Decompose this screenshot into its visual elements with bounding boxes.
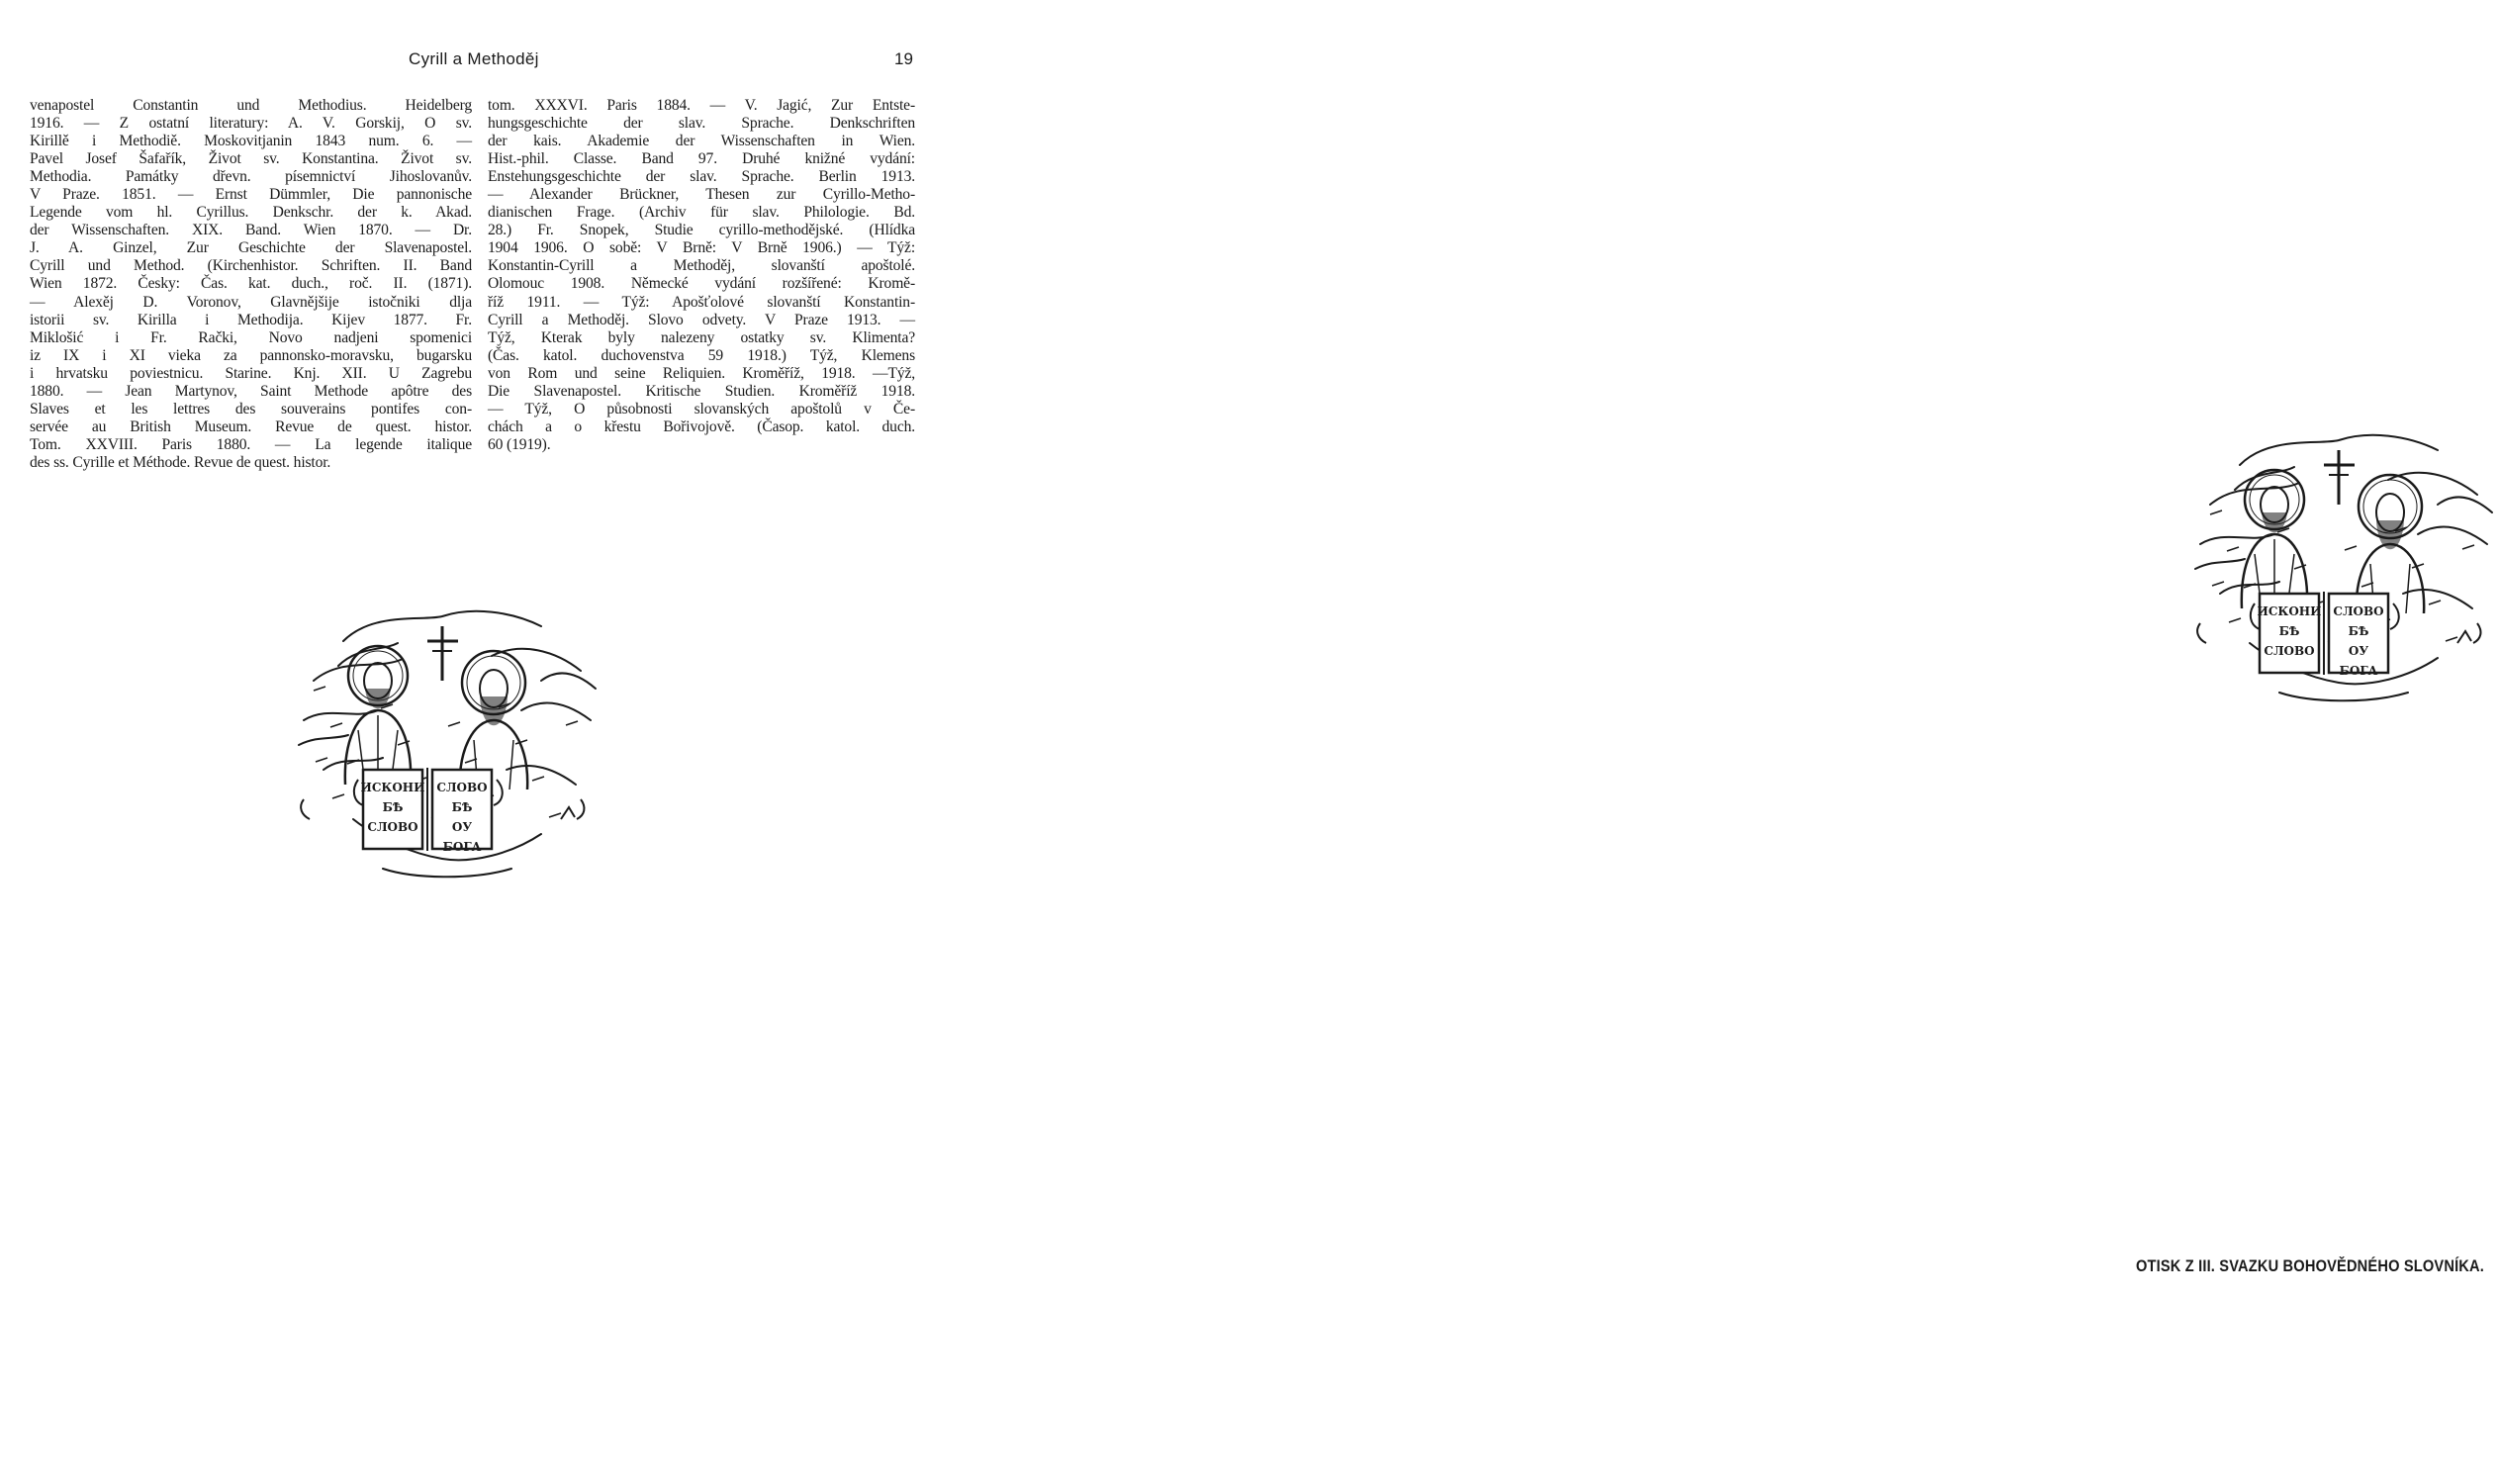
svg-text:БѢ: БѢ [451, 800, 473, 814]
text-line: hungsgeschichte der slav. Sprache. Denkschriften [488, 115, 915, 133]
text-line: des ss. Cyrille et Méthode. Revue de quest. histor. [30, 453, 331, 471]
text-line: venapostel Constantin und Methodius. Heidelberg [30, 97, 472, 114]
text-line: Methodia. Památky dřevn. písemnictví Jihoslovanův. [30, 168, 472, 186]
text-line: von Rom und seine Reliquien. Kroměříž, 1918. —Týž, [488, 364, 915, 382]
text-line: Kirillě i Methodiě. Moskovitjanin 1843 num. 6. — [30, 133, 472, 150]
text-line: istorii sv. Kirilla i Methodija. Kijev 1877. Fr. [30, 311, 472, 328]
text-line: tom. XXXVI. Paris 1884. — V. Jagić, Zur Entste- [488, 97, 915, 114]
bibliography-column-right [488, 97, 915, 454]
text-line: — Týž, O působnosti slovanských apoštolů v Če- [488, 400, 915, 417]
text-line: 28.) Fr. Snopek, Studie cyrillo-methodějské. (Hlídka [488, 222, 915, 239]
running-head: Cyrill a Methoděj [409, 49, 539, 68]
page-number: 19 [894, 49, 913, 68]
left-page [0, 0, 942, 1484]
text-line: Tom. XXVIII. Paris 1880. — La legende italique [30, 435, 472, 453]
svg-text:ОУ: ОУ [2348, 644, 2369, 658]
text-line: V Praze. 1851. — Ernst Dümmler, Die pannonische [30, 186, 472, 204]
svg-text:СЛОВО: СЛОВО [2264, 644, 2315, 658]
saints-cyril-methodius-vignette-icon [284, 572, 602, 881]
text-line: Enstehungsgeschichte der slav. Sprache. Berlin 1913. [488, 168, 915, 186]
imprint-note: OTISK Z III. SVAZKU BOHOVĚDNÉHO SLOVNÍKA. [2136, 1256, 2485, 1275]
text-line: der kais. Akademie der Wissenschaften in Wien. [488, 133, 915, 150]
text-line: (Čas. katol. duchovenstva 59 1918.) Týž, Klemens [488, 346, 915, 364]
svg-text:СЛОВО: СЛОВО [2333, 604, 2384, 618]
text-line: Wien 1872. Česky: Čas. kat. duch., roč. II. (1871). [30, 275, 472, 293]
text-line: servée au British Museum. Revue de quest. histor. [30, 417, 472, 435]
text-line: Pavel Josef Šafařík, Život sv. Konstantina. Život sv. [30, 150, 472, 168]
text-line: der Wissenschaften. XIX. Band. Wien 1870. — Dr. [30, 222, 472, 239]
svg-text:БѢ: БѢ [2348, 624, 2369, 638]
text-line: J. A. Ginzel, Zur Geschichte der Slavenapostel. [30, 239, 472, 257]
text-line: Konstantin-Cyrill a Methoděj, slovanští apoštolé. [488, 257, 915, 275]
text-line: Cyrill und Method. (Kirchenhistor. Schriften. II. Band [30, 257, 472, 275]
bibliography-column-left [30, 97, 472, 472]
text-line: Cyrill a Methoděj. Slovo odvety. V Praze 1913. — [488, 311, 915, 328]
text-line: Týž, Kterak byly nalezeny ostatky sv. Klimenta? [488, 328, 915, 346]
svg-text:БОГА: БОГА [442, 840, 482, 854]
text-line: Slaves et les lettres des souverains pontifes con- [30, 400, 472, 417]
text-line: Legende vom hl. Cyrillus. Denkschr. der k. Akad. [30, 204, 472, 222]
text-line: Miklošić i Fr. Rački, Novo nadjeni spomenici [30, 328, 472, 346]
svg-text:СЛОВО: СЛОВО [436, 781, 488, 794]
text-line: — Alexěj D. Voronov, Glavnějšije istočniki dlja [30, 293, 472, 311]
svg-text:БОГА: БОГА [2339, 664, 2378, 678]
right-page [942, 0, 2485, 1484]
saints-cyril-methodius-vignette-icon [2180, 396, 2499, 704]
text-line: 1880. — Jean Martynov, Saint Methode apôtre des [30, 382, 472, 400]
svg-text:БѢ: БѢ [382, 800, 404, 814]
text-line: iz IX i XI vieka za pannonsko-moravsku, bugarsku [30, 346, 472, 364]
text-line: říž 1911. — Týž: Apošťolové slovanští Konstantin- [488, 293, 915, 311]
svg-text:БѢ: БѢ [2278, 624, 2300, 638]
svg-text:СЛОВО: СЛОВО [367, 820, 418, 834]
text-line: dianischen Frage. (Archiv für slav. Philologie. Bd. [488, 204, 915, 222]
svg-text:ИСКОНИ: ИСКОНИ [2257, 604, 2322, 618]
text-line: Olomouc 1908. Německé vydání rozšířené: Kromě- [488, 275, 915, 293]
text-line: Die Slavenapostel. Kritische Studien. Kroměříž 1918. [488, 382, 915, 400]
text-line: — Alexander Brückner, Thesen zur Cyrillo-Metho- [488, 186, 915, 204]
text-line: i hrvatsku poviestnicu. Starine. Knj. XII. U Zagrebu [30, 364, 472, 382]
svg-text:ИСКОНИ: ИСКОНИ [360, 781, 425, 794]
text-line: 60 (1919). [488, 435, 551, 453]
text-line: Hist.-phil. Classe. Band 97. Druhé knižné vydání: [488, 150, 915, 168]
text-line: 1904 1906. O sobě: V Brně: V Brně 1906.) — Týž: [488, 239, 915, 257]
text-line: 1916. — Z ostatní literatury: A. V. Gorskij, O sv. [30, 115, 472, 133]
text-line: chách a o křestu Bořivojově. (Časop. katol. duch. [488, 417, 915, 435]
svg-text:ОУ: ОУ [451, 820, 473, 834]
